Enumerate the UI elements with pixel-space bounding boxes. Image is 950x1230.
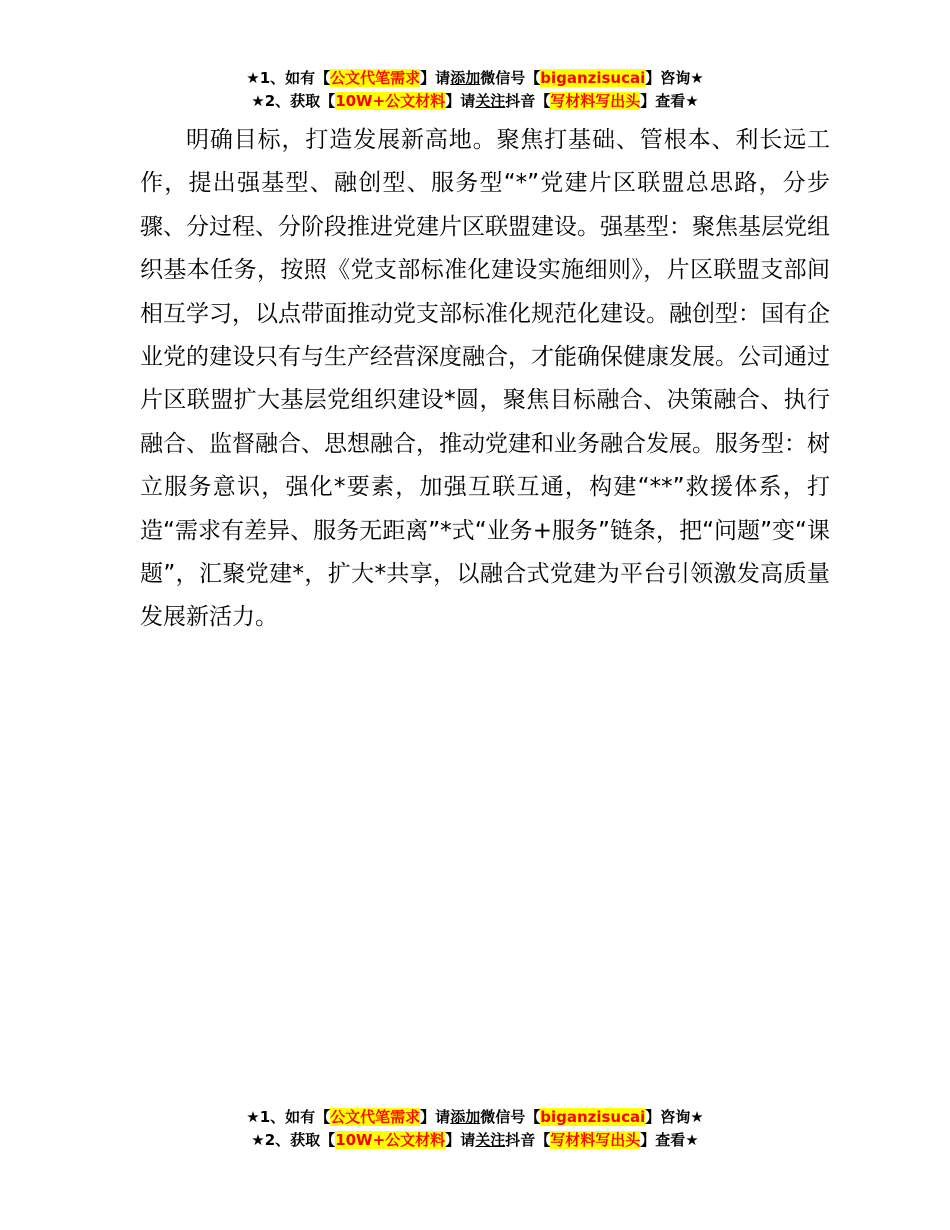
header-line-1-mid: 】请 <box>420 69 451 87</box>
header-line-2-highlight-douyin-account: 写材料写出头 <box>550 92 641 110</box>
footer-line-1-underline: 添加 <box>450 1108 481 1126</box>
footer-line-1-mid: 】请 <box>420 1108 451 1126</box>
footer-line-1-suffix: 】咨询★ <box>645 1108 704 1126</box>
header-line-1-prefix: ★1、如有【 <box>246 69 331 87</box>
header-line-1-highlight-wechat-id: biganzisucai <box>540 69 646 87</box>
footer-line-2-mid2: 抖音【 <box>505 1131 551 1149</box>
footer-line-2-highlight-douyin-account: 写材料写出头 <box>550 1131 641 1149</box>
header-line-2 <box>0 90 950 113</box>
header-line-1-highlight-service: 公文代笔需求 <box>330 69 421 87</box>
header-line-2-prefix: ★2、获取【 <box>251 92 336 110</box>
footer-line-1-mid2: 微信号【 <box>480 1108 541 1126</box>
header-line-2-suffix: 】查看★ <box>640 92 699 110</box>
header-line-2-highlight-materials: 10W+公文材料 <box>335 92 446 110</box>
header-line-1 <box>0 67 950 90</box>
header-line-1-suffix: 】咨询★ <box>645 69 704 87</box>
footer-banner <box>0 1106 950 1152</box>
header-line-1-underline: 添加 <box>450 69 481 87</box>
footer-line-1 <box>0 1106 950 1129</box>
footer-line-1-highlight-wechat-id: biganzisucai <box>540 1108 646 1126</box>
header-banner <box>0 67 950 113</box>
footer-line-2-prefix: ★2、获取【 <box>251 1131 336 1149</box>
header-line-2-mid: 】请 <box>445 92 476 110</box>
footer-line-1-prefix: ★1、如有【 <box>246 1108 331 1126</box>
footer-line-2 <box>0 1129 950 1152</box>
footer-line-2-mid: 】请 <box>445 1131 476 1149</box>
footer-line-2-suffix: 】查看★ <box>640 1131 699 1149</box>
footer-line-2-underline: 关注 <box>475 1131 506 1149</box>
header-line-2-underline: 关注 <box>475 92 506 110</box>
footer-line-1-highlight-service: 公文代笔需求 <box>330 1108 421 1126</box>
header-line-2-mid2: 抖音【 <box>505 92 551 110</box>
footer-line-2-highlight-materials: 10W+公文材料 <box>335 1131 446 1149</box>
body-paragraph: 明确目标，打造发展新高地。聚焦打基础、管根本、利长远工作，提出强基型、融创型、服务型“*”党建片区联盟总思路，分步骤、分过程、分阶段推进党建片区联盟建设。强基型：聚焦基层党组织基本任务，按照《党支部标准化建设实施细则》，片区联盟支部间相互学习，以点带面推动党支部标准化规范化建设。融创型：国有企业党的建设只有与生产经营深度融合，才能确保健康发展。公司通过片区联盟扩大基层党组织建设*圆，聚焦目标融合、决策融合、执行融合、监督融合、思想融合，推动党建和业务融合发展。服务型：树立服务意识，强化*要素，加强互联互通，构建“**”救援体系，打造“需求有差异、服务无距离”*式“业务+服务”链条，把“问题”变“课题”，汇聚党建*，扩大*共享，以融合式党建为平台引领激发高质量发展新活力。 <box>140 127 830 631</box>
header-line-1-mid2: 微信号【 <box>480 69 541 87</box>
